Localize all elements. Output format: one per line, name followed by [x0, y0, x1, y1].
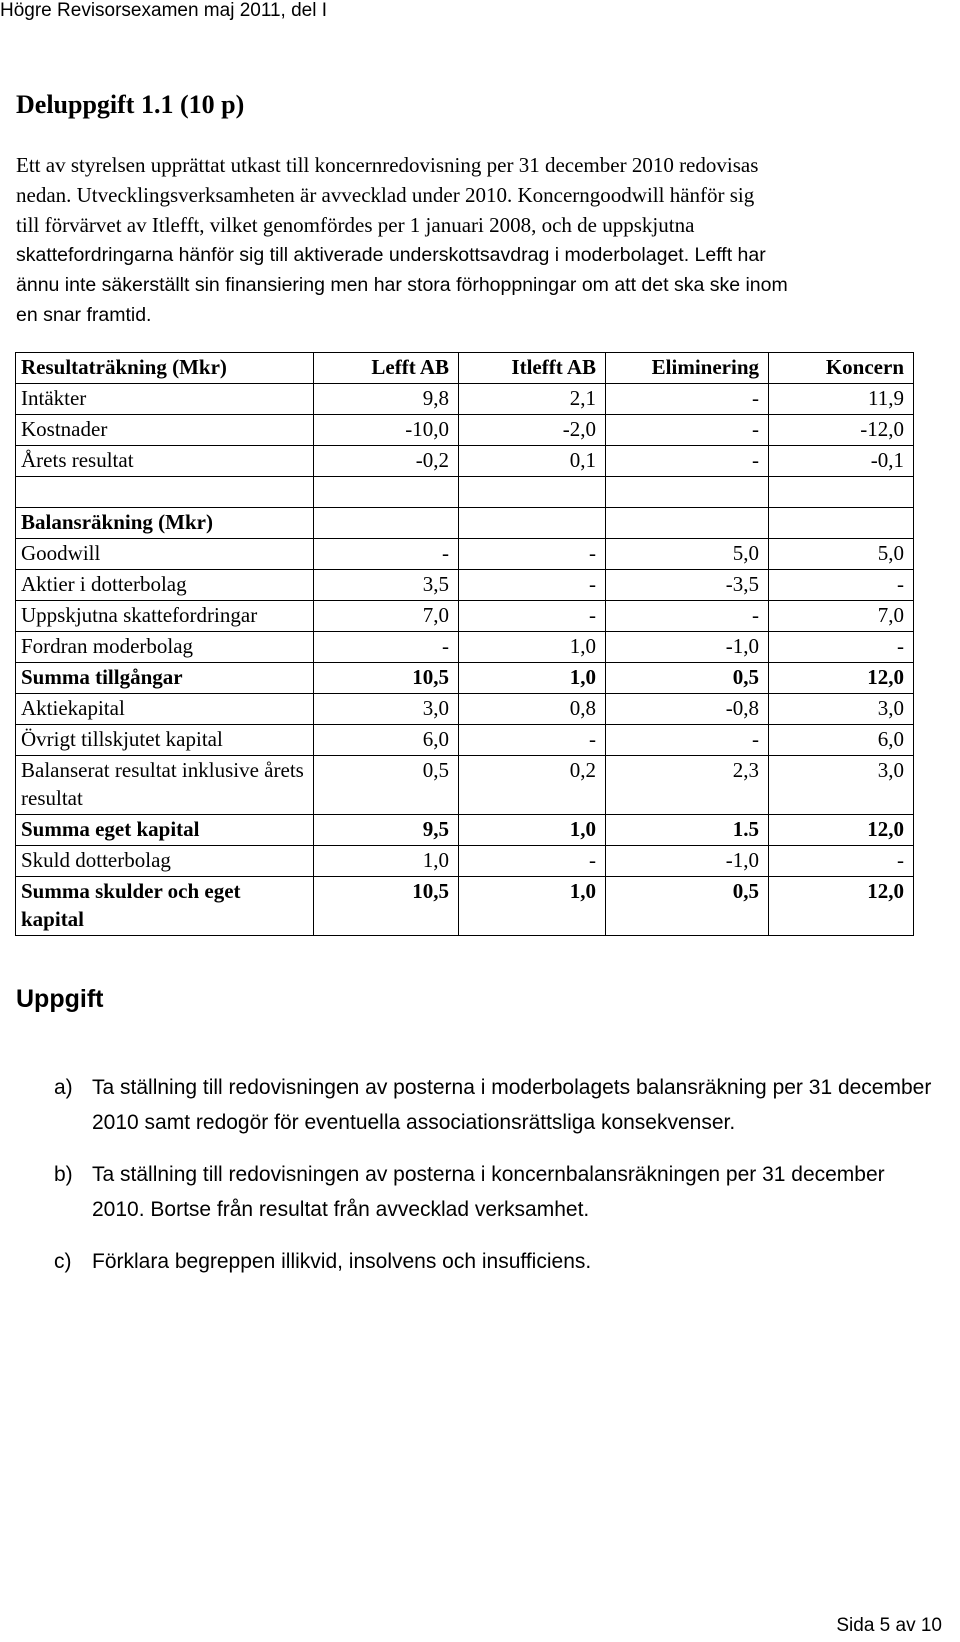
intro-line: till förvärvet av Itlefft, vilket genomfördes per 1 januari 2008, och de uppskjutna — [16, 213, 695, 237]
table-cell: - — [606, 415, 769, 446]
row-label: Balanserat resultat inklusive årets resultat — [16, 756, 314, 815]
task-text: Ta ställning till redovisningen av posterna i koncernbalansräkningen per 31 december 2010. Bortse från resultat från avvecklad verksamhet. — [92, 1163, 885, 1221]
empty-cell — [314, 477, 459, 508]
table-cell: -1,0 — [606, 846, 769, 877]
table-cell: 2,3 — [606, 756, 769, 815]
row-label: Aktiekapital — [16, 694, 314, 725]
table-cell: - — [459, 601, 606, 632]
table-cell: 3,5 — [314, 570, 459, 601]
table-row — [16, 632, 914, 663]
intro-line: en snar framtid. — [16, 304, 152, 326]
table-row — [16, 415, 914, 446]
table-cell: 0,1 — [459, 446, 606, 477]
intro-line: nedan. Utvecklingsverksamheten är avvecklad under 2010. Koncerngoodwill hänför sig — [16, 183, 755, 207]
row-label: Övrigt tillskjutet kapital — [16, 725, 314, 756]
table-cell: - — [459, 539, 606, 570]
column-header: Lefft AB — [314, 353, 459, 384]
page-title: Deluppgift 1.1 (10 p) — [16, 90, 245, 119]
intro-paragraph — [16, 150, 946, 330]
row-label: Aktier i dotterbolag — [16, 570, 314, 601]
table-cell: 10,5 — [314, 877, 459, 936]
table-cell: 12,0 — [769, 815, 914, 846]
table-cell: 1,0 — [459, 877, 606, 936]
table-cell: -0,8 — [606, 694, 769, 725]
empty-cell — [459, 477, 606, 508]
table-cell: 6,0 — [769, 725, 914, 756]
table-cell: - — [459, 725, 606, 756]
tasks-heading: Uppgift — [16, 985, 104, 1013]
table-row — [16, 446, 914, 477]
table-cell: 1,0 — [459, 632, 606, 663]
task-label: a) — [54, 1076, 73, 1099]
row-label: Kostnader — [16, 415, 314, 446]
table-row — [16, 694, 914, 725]
table-cell: 1,0 — [459, 663, 606, 694]
table-cell: 1,0 — [459, 815, 606, 846]
table-cell: 3,0 — [769, 694, 914, 725]
table-row — [16, 384, 914, 415]
column-header: Itlefft AB — [459, 353, 606, 384]
task-label: b) — [54, 1163, 73, 1186]
task-item — [54, 1157, 932, 1227]
section-header: Balansräkning (Mkr) — [16, 508, 314, 539]
table-row — [16, 570, 914, 601]
column-header: Resultaträkning (Mkr) — [16, 353, 314, 384]
intro-line: Ett av styrelsen upprättat utkast till koncernredovisning per 31 december 2010 redovisas — [16, 153, 759, 177]
empty-cell — [606, 508, 769, 539]
table-row — [16, 725, 914, 756]
empty-cell — [314, 508, 459, 539]
row-label: Årets resultat — [16, 446, 314, 477]
table-cell: - — [769, 570, 914, 601]
table-cell: - — [314, 539, 459, 570]
empty-cell — [459, 508, 606, 539]
table-cell: 0,5 — [606, 877, 769, 936]
row-label: Intäkter — [16, 384, 314, 415]
table-cell: - — [769, 632, 914, 663]
table-cell: 12,0 — [769, 663, 914, 694]
table-cell: 0,5 — [606, 663, 769, 694]
task-item — [54, 1244, 932, 1279]
table-cell: - — [606, 601, 769, 632]
table-cell: 0,5 — [314, 756, 459, 815]
table-total-row — [16, 663, 914, 694]
table-row — [16, 756, 914, 815]
balance-header-row — [16, 508, 914, 539]
table-cell: - — [606, 384, 769, 415]
empty-cell — [769, 508, 914, 539]
row-label: Summa eget kapital — [16, 815, 314, 846]
table-cell: 9,8 — [314, 384, 459, 415]
row-label: Fordran moderbolag — [16, 632, 314, 663]
financial-table — [15, 352, 914, 936]
table-cell: -3,5 — [606, 570, 769, 601]
task-label: c) — [54, 1250, 72, 1273]
row-label: Skuld dotterbolag — [16, 846, 314, 877]
table-cell: - — [769, 846, 914, 877]
row-label: Goodwill — [16, 539, 314, 570]
table-cell: 11,9 — [769, 384, 914, 415]
table-row — [16, 539, 914, 570]
table-cell: 1,0 — [314, 846, 459, 877]
table-cell: 5,0 — [606, 539, 769, 570]
table-cell: 3,0 — [314, 694, 459, 725]
table-cell: 5,0 — [769, 539, 914, 570]
table-cell: -10,0 — [314, 415, 459, 446]
table-cell: 7,0 — [769, 601, 914, 632]
table-cell: - — [606, 725, 769, 756]
table-cell: 3,0 — [769, 756, 914, 815]
table-cell: -2,0 — [459, 415, 606, 446]
table-header-row — [16, 353, 914, 384]
row-label: Summa skulder och eget kapital — [16, 877, 314, 936]
table-cell: 12,0 — [769, 877, 914, 936]
table-cell: 0,2 — [459, 756, 606, 815]
table-cell: - — [459, 570, 606, 601]
column-header: Eliminering — [606, 353, 769, 384]
empty-cell — [16, 477, 314, 508]
column-header: Koncern — [769, 353, 914, 384]
table-cell: 9,5 — [314, 815, 459, 846]
table-cell: 1.5 — [606, 815, 769, 846]
table-cell: 7,0 — [314, 601, 459, 632]
intro-line: skattefordringarna hänför sig till aktiverade underskottsavdrag i moderbolaget. Lefft har — [16, 244, 766, 266]
table-cell: -1,0 — [606, 632, 769, 663]
row-label: Summa tillgångar — [16, 663, 314, 694]
table-cell: - — [606, 446, 769, 477]
task-text: Förklara begreppen illikvid, insolvens och insufficiens. — [92, 1250, 592, 1273]
row-label: Uppskjutna skattefordringar — [16, 601, 314, 632]
empty-cell — [606, 477, 769, 508]
table-cell: 10,5 — [314, 663, 459, 694]
table-cell: -0,1 — [769, 446, 914, 477]
page-header: Högre Revisorsexamen maj 2011, del I — [0, 0, 328, 21]
table-cell: -0,2 — [314, 446, 459, 477]
page-footer: Sida 5 av 10 — [836, 1615, 942, 1636]
intro-line: ännu inte säkerställt sin finansiering men har stora förhoppningar om att det ska ske inom — [16, 274, 788, 296]
table-cell: 6,0 — [314, 725, 459, 756]
table-row — [16, 846, 914, 877]
table-cell: 0,8 — [459, 694, 606, 725]
table-spacer-row — [16, 477, 914, 508]
table-total-row — [16, 815, 914, 846]
empty-cell — [769, 477, 914, 508]
table-cell: -12,0 — [769, 415, 914, 446]
table-cell: 2,1 — [459, 384, 606, 415]
table-row — [16, 601, 914, 632]
table-cell: - — [314, 632, 459, 663]
task-text: Ta ställning till redovisningen av posterna i moderbolagets balansräkning per 31 december 2010 samt redogör för eventuella associationsrättsliga konsekvenser. — [92, 1076, 932, 1134]
table-cell: - — [459, 846, 606, 877]
table-total-row — [16, 877, 914, 936]
task-item — [54, 1070, 932, 1140]
